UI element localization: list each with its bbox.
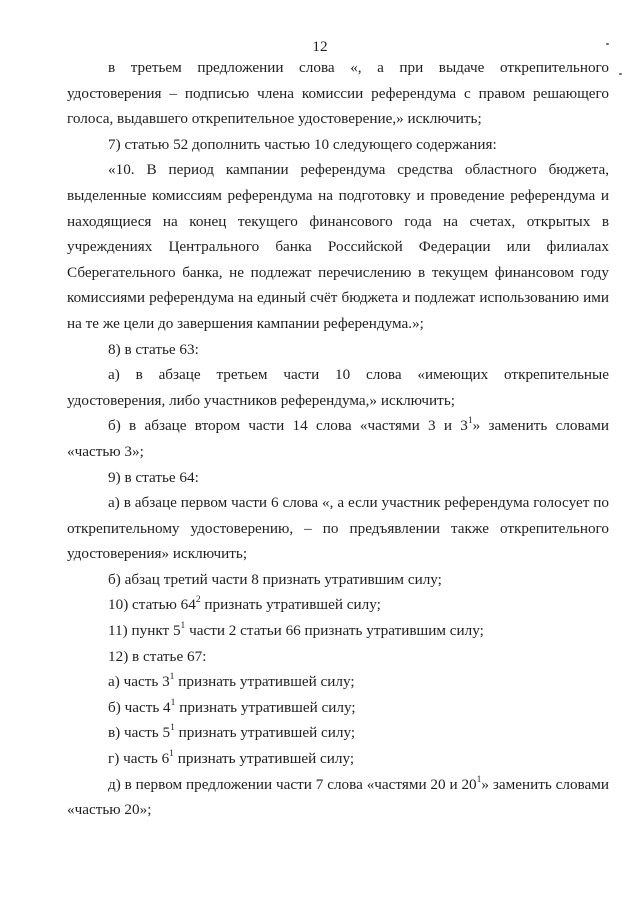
- paragraph-64-b: [67, 567, 609, 593]
- paragraph-text: а) в абзаце третьем части 10 слова «имеющих открепительные удостоверения, либо участников референдума,» исключить;: [67, 366, 609, 409]
- paragraph-text: 9) в статье 64:: [108, 468, 199, 486]
- paragraph-text: «10. В период кампании референдума средства областного бюджета, выделенные комиссиям референдума на подготовку и проведение референдума и находящиеся на конец текущего финансового года на счетах, открытых в учреждениях Центрального банка Российской Федерации или филиалах Сберегательного банка, не подлежат перечислению в текущем финансовом году комиссиями референдума на единый счёт бюджета и подлежат использованию ими на те же цели до завершения кампании референдума.»;: [67, 161, 609, 332]
- paragraph-article-52: [67, 132, 609, 158]
- superscript: 1: [169, 672, 175, 683]
- paragraph-67-g: [67, 746, 609, 772]
- superscript: 1: [170, 723, 175, 734]
- paragraph-64-a: [67, 490, 609, 567]
- superscript: 2: [195, 595, 201, 606]
- paragraph-text: признать утратившей силу;: [174, 724, 356, 742]
- paragraph-67-d: [67, 772, 609, 823]
- paragraph-67-v: [67, 720, 609, 746]
- paragraph-text: 7) статью 52 дополнить частью 10 следующего содержания:: [108, 135, 497, 153]
- paragraph-text: признать утратившей силу;: [200, 596, 381, 614]
- scan-speck: [619, 73, 622, 75]
- paragraph-text: в третьем предложении слова «, а при выдаче открепительного удостоверения – подписью члена комиссии референдума с правом решающего голоса, выдавшего открепительное удостоверение,» исключить;: [67, 59, 609, 128]
- paragraph-text: в) часть 5: [108, 724, 171, 742]
- paragraph-text: » заменить словами «частью 20»;: [67, 775, 609, 819]
- superscript: 1: [476, 774, 482, 785]
- paragraph-63-b: [67, 413, 609, 464]
- paragraph-text: г) часть 6: [108, 750, 170, 768]
- paragraph-text: а) часть 3: [108, 673, 170, 691]
- paragraph-67-a: [67, 669, 609, 695]
- paragraph-63-a: [67, 362, 609, 413]
- document-body: [67, 55, 609, 823]
- scan-speck: [606, 43, 609, 45]
- paragraph-text: 10) статью 64: [108, 596, 196, 614]
- paragraph-article-67: [67, 644, 609, 670]
- paragraph-text: признать утратившей силу;: [175, 698, 356, 716]
- paragraph-article-64-2: [67, 592, 609, 618]
- paragraph-article-63: [67, 337, 609, 363]
- paragraph-article-64: [67, 465, 609, 491]
- superscript: 1: [467, 416, 473, 427]
- paragraph-text: б) абзац третий части 8 признать утратившим силу;: [108, 570, 442, 588]
- paragraph-67-b: [67, 695, 609, 721]
- paragraph-ballot-signature-removal: [67, 55, 609, 132]
- paragraph-part-10-text: [67, 157, 609, 336]
- paragraph-text: признать утратившей силу;: [174, 673, 355, 691]
- paragraph-article-66: [67, 618, 609, 644]
- paragraph-text: 11) пункт 5: [108, 622, 181, 640]
- paragraph-text: 12) в статье 67:: [108, 647, 207, 665]
- page-number: 12: [312, 38, 328, 55]
- paragraph-text: 8) в статье 63:: [108, 340, 199, 358]
- superscript: 1: [170, 697, 176, 708]
- paragraph-text: части 2 статьи 66 признать утратившим силу;: [185, 622, 484, 640]
- paragraph-text: б) часть 4: [108, 698, 171, 716]
- paragraph-text: » заменить словами «частью 3»;: [67, 417, 609, 460]
- paragraph-text: признать утратившей силу;: [173, 750, 355, 768]
- superscript: 1: [180, 621, 186, 631]
- superscript: 1: [169, 748, 174, 759]
- paragraph-text: д) в первом предложении части 7 слова «частями 20 и 20: [108, 775, 477, 793]
- paragraph-text: а) в абзаце первом части 6 слова «, а если участник референдума голосует по открепительному удостоверению, – по предъявлении также открепительного удостоверения» исключить;: [67, 494, 609, 563]
- paragraph-text: б) в абзаце втором части 14 слова «частями 3 и 3: [108, 417, 468, 435]
